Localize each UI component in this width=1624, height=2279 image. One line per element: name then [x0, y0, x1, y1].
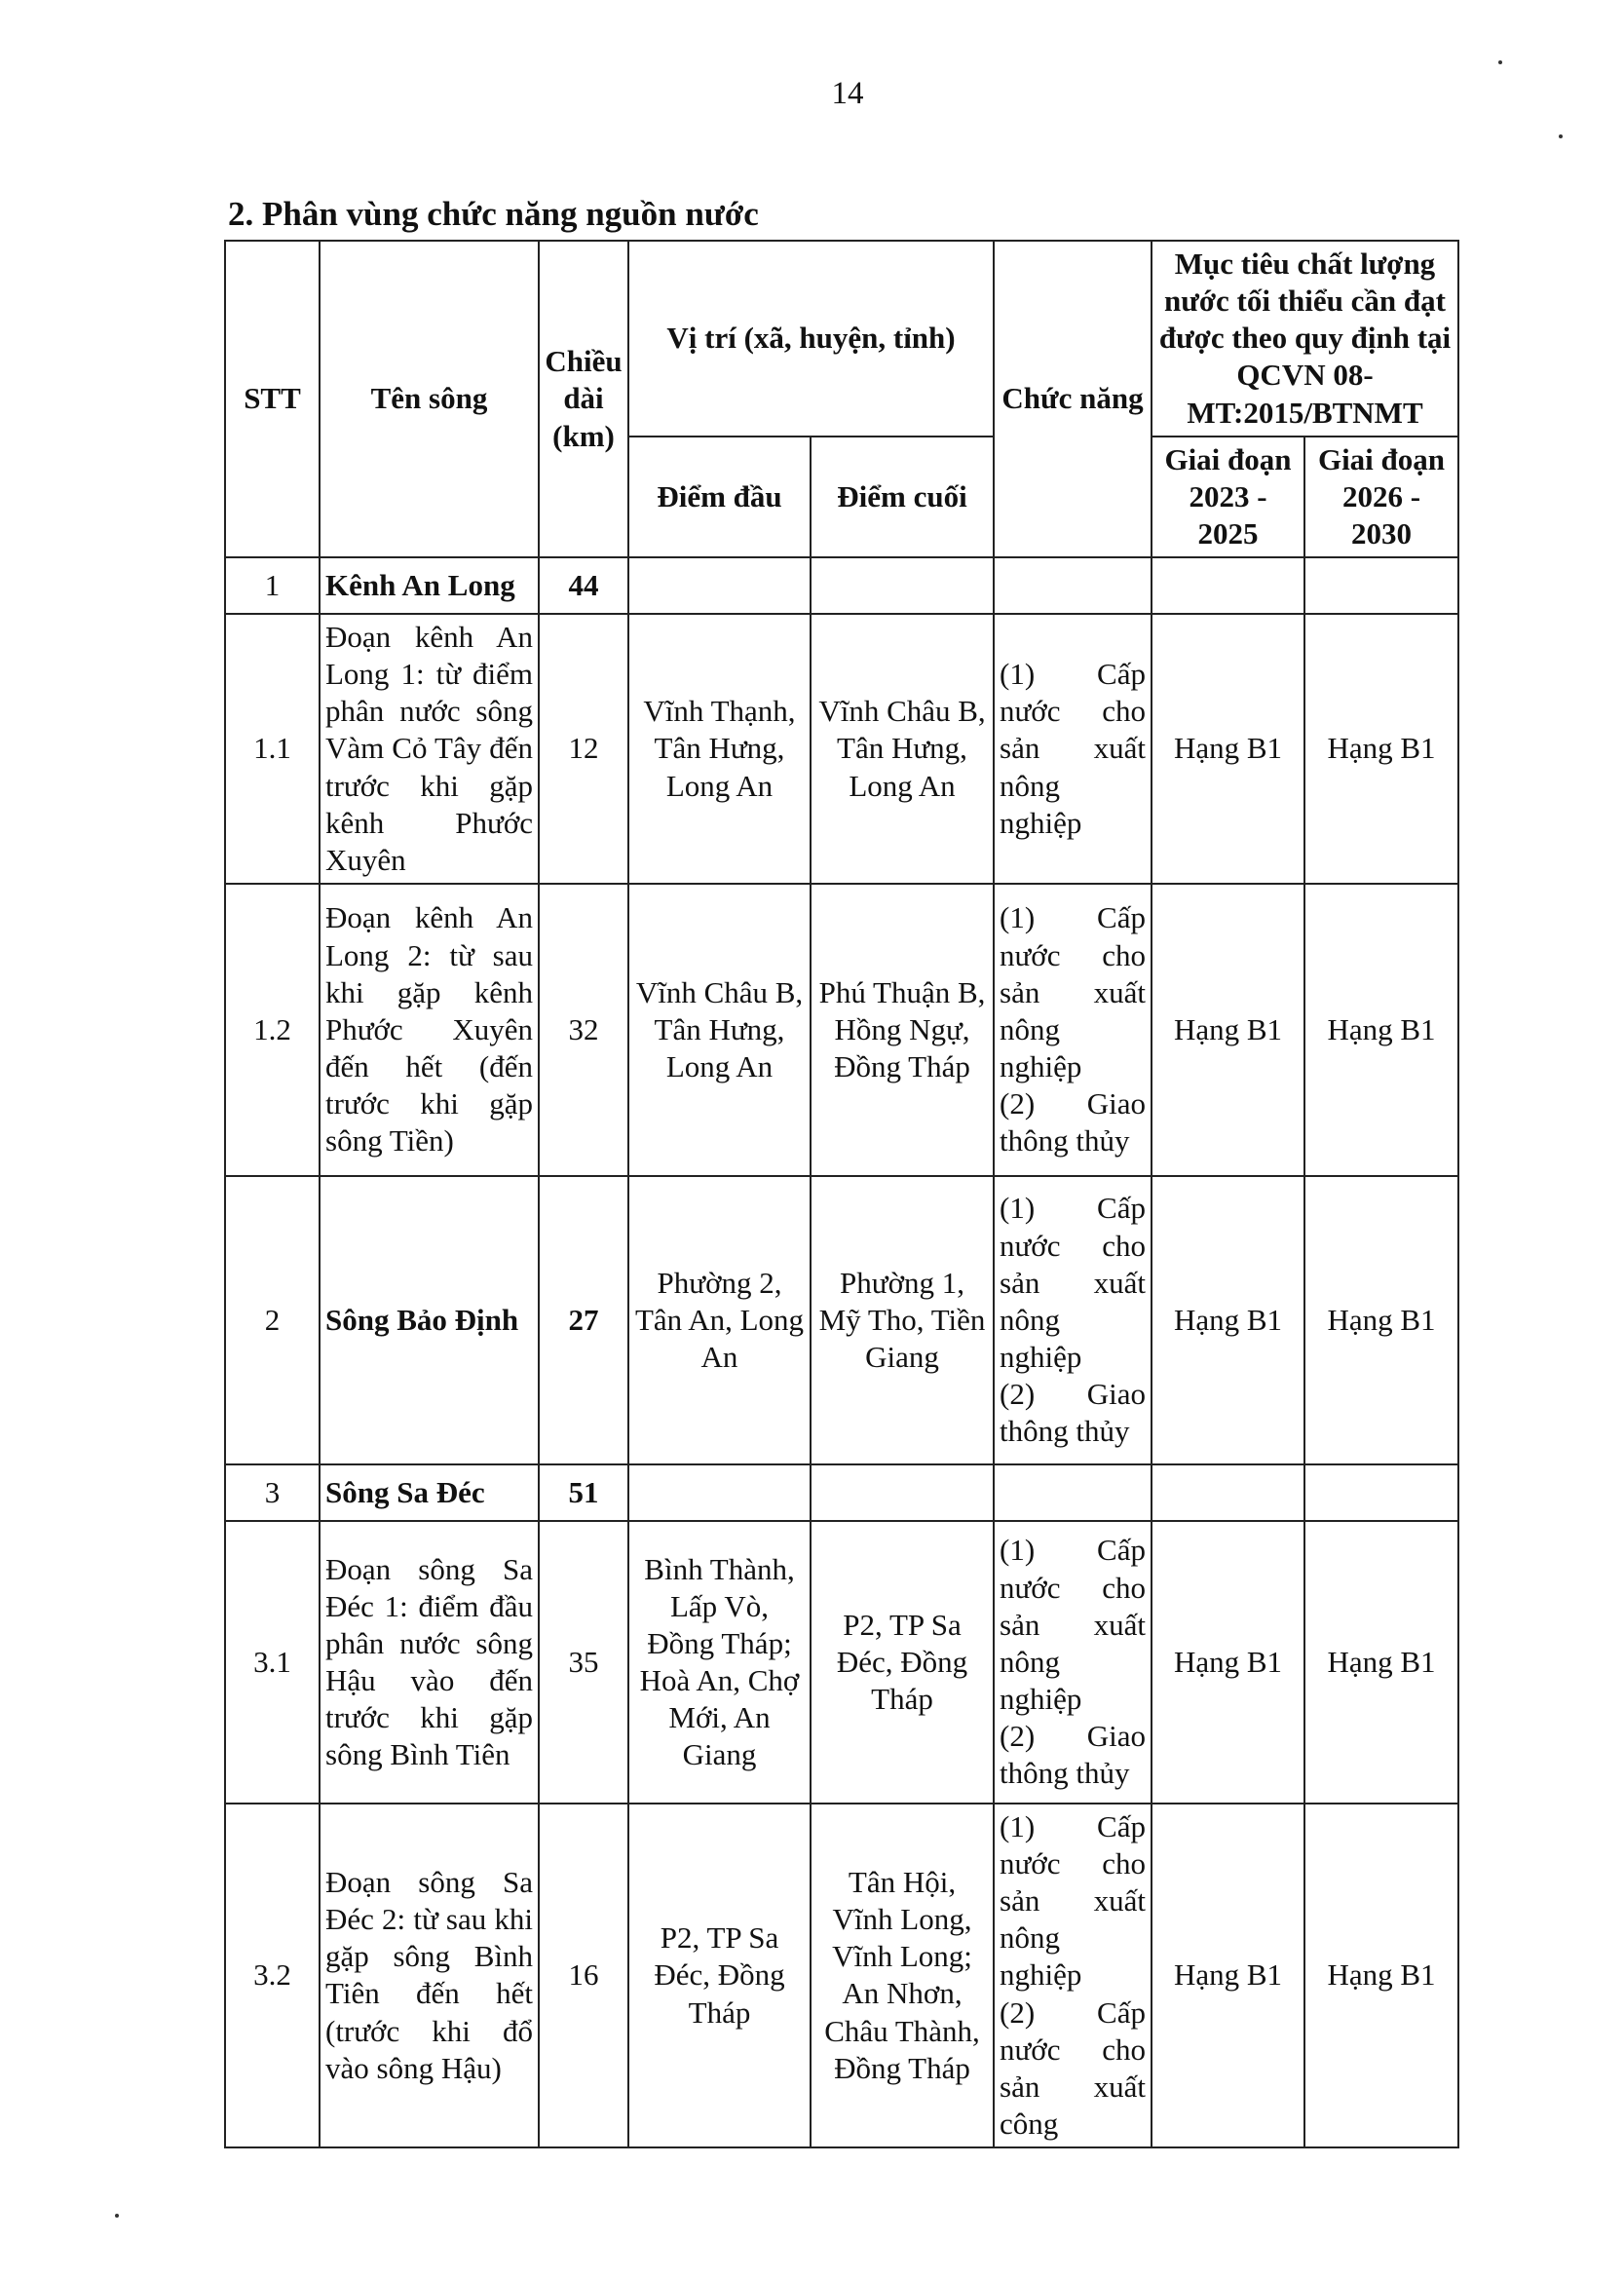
table-row [225, 884, 1458, 1176]
table-row [225, 614, 1458, 884]
row-ten-song: Kênh An Long [320, 557, 539, 614]
row-stt: 3 [225, 1464, 320, 1521]
function-item: (2) Giao thông thủy [1000, 1719, 1146, 1791]
header-muc-tieu: Mục tiêu chất lượng nước tối thiểu cần đạt được theo quy định tại QCVN 08-MT:2015/BTNMT [1152, 241, 1458, 437]
table-row [225, 1464, 1458, 1521]
row-giai-doan-2: Hạng B1 [1304, 614, 1458, 884]
row-ten-song: Sông Sa Đéc [320, 1464, 539, 1521]
header-ten-song: Tên sông [320, 241, 539, 557]
row-diem-dau: P2, TP Sa Đéc, Đồng Tháp [628, 1804, 811, 2147]
scan-speck [1498, 60, 1502, 64]
row-ten-song: Đoạn kênh An Long 2: từ sau khi gặp kênh Phước Xuyên đến hết (đến trước khi gặp sông Tiền) [320, 884, 539, 1176]
row-diem-cuoi: Tân Hội, Vĩnh Long, Vĩnh Long; An Nhơn, Châu Thành, Đồng Tháp [811, 1804, 994, 2147]
table-row [225, 557, 1458, 614]
function-item: (1) Cấp nước cho sản xuất nông nghiệp [1000, 1191, 1146, 1374]
row-ten-song: Đoạn sông Sa Đéc 1: điểm đầu phân nước sông Hậu vào đến trước khi gặp sông Bình Tiên [320, 1521, 539, 1804]
row-chuc-nang [994, 884, 1152, 1176]
row-diem-dau: Vĩnh Thạnh, Tân Hưng, Long An [628, 614, 811, 884]
header-chuc-nang: Chức năng [994, 241, 1152, 557]
row-diem-dau: Bình Thành, Lấp Vò, Đồng Tháp; Hoà An, Chợ Mới, An Giang [628, 1521, 811, 1804]
row-chuc-nang [994, 1176, 1152, 1464]
function-item: (1) Cấp nước cho sản xuất nông nghiệp [1000, 1808, 1146, 1993]
header-vi-tri: Vị trí (xã, huyện, tỉnh) [628, 241, 994, 437]
row-diem-cuoi: Phú Thuận B, Hồng Ngự, Đồng Tháp [811, 884, 994, 1176]
scan-speck [1559, 134, 1563, 138]
table-row [225, 1176, 1458, 1464]
row-giai-doan-2: Hạng B1 [1304, 884, 1458, 1176]
function-item: (1) Cấp nước cho sản xuất nông nghiệp [1000, 657, 1146, 840]
row-ten-song: Sông Bảo Định [320, 1176, 539, 1464]
function-item: (2) Cấp nước cho sản xuất công [1000, 1994, 1146, 2141]
row-giai-doan-1: Hạng B1 [1152, 884, 1304, 1176]
row-chuc-nang [994, 1804, 1152, 2147]
row-diem-dau: Phường 2, Tân An, Long An [628, 1176, 811, 1464]
row-chieu-dai: 27 [539, 1176, 628, 1464]
row-giai-doan-2: Hạng B1 [1304, 1521, 1458, 1804]
row-stt: 3.1 [225, 1521, 320, 1804]
row-diem-cuoi: Phường 1, Mỹ Tho, Tiền Giang [811, 1176, 994, 1464]
header-giai-doan-2: Giai đoạn 2026 - 2030 [1304, 437, 1458, 557]
row-giai-doan-1: Hạng B1 [1152, 1521, 1304, 1804]
row-chieu-dai: 12 [539, 614, 628, 884]
row-stt: 1.2 [225, 884, 320, 1176]
header-chieu-dai: Chiều dài (km) [539, 241, 628, 557]
row-stt: 3.2 [225, 1804, 320, 2147]
header-diem-dau: Điểm đầu [628, 437, 811, 557]
function-item: (1) Cấp nước cho sản xuất nông nghiệp [1000, 900, 1146, 1083]
row-ten-song: Đoạn sông Sa Đéc 2: từ sau khi gặp sông Bình Tiên đến hết (trước khi đổ vào sông Hậu) [320, 1804, 539, 2147]
row-chuc-nang [994, 1521, 1152, 1804]
row-diem-dau: Vĩnh Châu B, Tân Hưng, Long An [628, 884, 811, 1176]
water-function-table [224, 240, 1459, 2148]
row-chuc-nang [994, 614, 1152, 884]
table-row [225, 1521, 1458, 1804]
table-row [225, 1804, 1458, 2147]
row-diem-cuoi: Vĩnh Châu B, Tân Hưng, Long An [811, 614, 994, 884]
function-item: (2) Giao thông thủy [1000, 1086, 1146, 1158]
header-diem-cuoi: Điểm cuối [811, 437, 994, 557]
row-giai-doan-1: Hạng B1 [1152, 1176, 1304, 1464]
row-stt: 2 [225, 1176, 320, 1464]
row-giai-doan-1: Hạng B1 [1152, 614, 1304, 884]
row-chieu-dai: 51 [539, 1464, 628, 1521]
row-stt: 1 [225, 557, 320, 614]
section-title: 2. Phân vùng chức năng nguồn nước [228, 195, 759, 233]
header-stt: STT [225, 241, 320, 557]
row-chieu-dai: 44 [539, 557, 628, 614]
header-giai-doan-1: Giai đoạn 2023 - 2025 [1152, 437, 1304, 557]
function-item: (2) Giao thông thủy [1000, 1377, 1146, 1449]
row-giai-doan-1: Hạng B1 [1152, 1804, 1304, 2147]
row-diem-cuoi: P2, TP Sa Đéc, Đồng Tháp [811, 1521, 994, 1804]
function-item: (1) Cấp nước cho sản xuất nông nghiệp [1000, 1533, 1146, 1716]
row-giai-doan-2: Hạng B1 [1304, 1804, 1458, 2147]
row-ten-song: Đoạn kênh An Long 1: từ điểm phân nước sông Vàm Cỏ Tây đến trước khi gặp kênh Phước Xuyên [320, 614, 539, 884]
row-giai-doan-2: Hạng B1 [1304, 1176, 1458, 1464]
row-chieu-dai: 35 [539, 1521, 628, 1804]
scan-speck [115, 2214, 119, 2218]
page-number: 14 [831, 76, 864, 111]
row-chieu-dai: 16 [539, 1804, 628, 2147]
row-stt: 1.1 [225, 614, 320, 884]
row-chieu-dai: 32 [539, 884, 628, 1176]
